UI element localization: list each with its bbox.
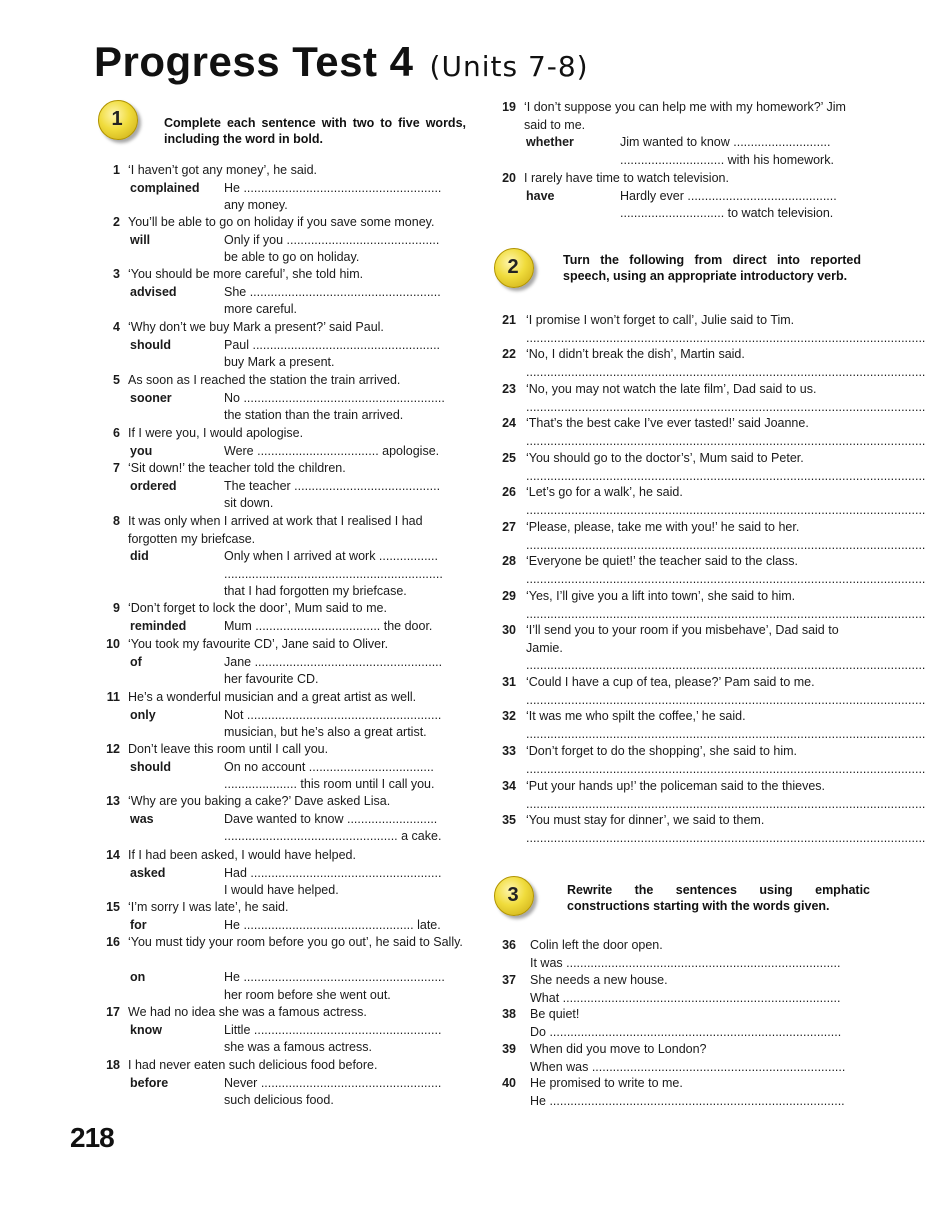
answer-line: ................................................................................................................... — [526, 537, 926, 552]
question-stem: ‘Put your hands up!’ the policeman said to the thieves. — [526, 779, 826, 793]
answer-line: ................................................................................................................... — [526, 830, 926, 845]
answer-line: Were ................................... apologise. — [224, 443, 440, 458]
question-stem: ‘That’s the best cake I’ve ever tasted!’ said Joanne. — [526, 416, 809, 430]
answer-line: ................................................................................................................... — [526, 399, 926, 414]
question-number: 2 — [113, 215, 120, 229]
question-number: 12 — [106, 742, 120, 756]
answer-line: On no account .................................... — [224, 759, 434, 774]
answer-line: ................................................................................................................... — [526, 796, 926, 811]
question-stem: He promised to write to me. — [530, 1076, 683, 1090]
question-number: 21 — [502, 313, 516, 327]
key-word: asked — [130, 865, 166, 880]
key-word: know — [130, 1022, 162, 1037]
answer-line: her favourite CD. — [224, 672, 319, 686]
answer-line: buy Mark a present. — [224, 355, 335, 369]
answer-line: ................................................................................................................... — [526, 692, 926, 707]
task-number: 3 — [507, 884, 519, 906]
question-number: 37 — [502, 973, 516, 987]
answer-line: ................................................................................................................... — [526, 571, 926, 586]
question-stem: When did you move to London? — [530, 1042, 707, 1056]
question-stem: ‘Let’s go for a walk’, he said. — [526, 485, 683, 499]
question-number: 11 — [106, 690, 120, 704]
question-number: 33 — [502, 744, 516, 758]
question-stem: ‘You must stay for dinner’, we said to them. — [526, 813, 765, 827]
question-number: 30 — [502, 623, 516, 637]
question-stem: As soon as I reached the station the train arrived. — [128, 373, 401, 387]
answer-line: He ..................................................................................... — [530, 1093, 845, 1108]
answer-line: sit down. — [224, 496, 274, 510]
answer-line: Paul ...................................................... — [224, 337, 441, 352]
key-word: should — [130, 759, 171, 774]
question-stem: I had never eaten such delicious food before. — [128, 1058, 378, 1072]
question-stem: I rarely have time to watch television. — [524, 171, 729, 185]
question-stem: ‘You must tidy your room before you go out’, he said to Sally. — [128, 935, 463, 949]
question-number: 35 — [502, 813, 516, 827]
answer-line: No .......................................................... — [224, 390, 445, 405]
task-number: 2 — [507, 256, 519, 278]
question-stem: ‘Sit down!’ the teacher told the children. — [128, 461, 346, 475]
question-stem: ‘Why don’t we buy Mark a present?’ said Paul. — [128, 320, 384, 334]
question-stem: ‘I don’t suppose you can help me with my homework?’ Jim said to me. — [524, 100, 846, 132]
question-stem: ‘Could I have a cup of tea, please?’ Pam said to me. — [526, 675, 815, 689]
answer-line: she was a famous actress. — [224, 1040, 372, 1054]
task-instruction: Turn the following from direct into reported speech, using an appropriate introductory verb. — [563, 253, 861, 283]
question-number: 40 — [502, 1076, 516, 1090]
answer-line: the station than the train arrived. — [224, 408, 404, 422]
answer-line: It was ............................................................................... — [530, 955, 841, 970]
key-word: reminded — [130, 618, 187, 633]
question-number: 27 — [502, 520, 516, 534]
question-stem: ‘No, you may not watch the late film’, Dad said to us. — [526, 382, 817, 396]
answer-line: ................................................................................................................... — [526, 606, 926, 621]
answer-line: Hardly ever ........................................... — [620, 188, 837, 203]
question-number: 9 — [113, 601, 120, 615]
question-number: 31 — [502, 675, 516, 689]
key-word: on — [130, 970, 146, 984]
key-word: have — [526, 188, 555, 203]
answer-line: She ....................................................... — [224, 284, 441, 299]
answer-line: ................................................................................................................... — [526, 502, 926, 517]
answer-line: Little ...................................................... — [224, 1022, 442, 1037]
question-stem: It was only when I arrived at work that I realised I had forgotten my briefcase. — [128, 514, 423, 546]
answer-line: He ................................................. late. — [224, 917, 441, 932]
task-2-header — [494, 248, 870, 308]
answer-line: more careful. — [224, 302, 297, 316]
key-word: advised — [130, 284, 177, 299]
units-label: (Units 7-8) — [429, 50, 589, 83]
answer-line: musician, but he’s also a great artist. — [224, 725, 427, 739]
answer-line: ................................................................................................................... — [526, 364, 926, 379]
answer-line: Jane ...................................................... — [224, 654, 443, 669]
answer-line: ................................................................................................................... — [526, 658, 926, 672]
answer-line: any money. — [224, 198, 288, 212]
question-number: 6 — [113, 426, 120, 440]
question-number: 34 — [502, 779, 516, 793]
question-number: 8 — [113, 514, 120, 528]
question-stem: ‘No, I didn’t break the dish’, Martin said. — [526, 347, 745, 361]
question-stem: ‘You should be more careful’, she told him. — [128, 267, 364, 281]
answer-line: Only if you ............................................ — [224, 232, 440, 247]
answer-line: Jim wanted to know ............................ — [620, 135, 831, 149]
key-word: complained — [130, 180, 200, 195]
question-stem: He’s a wonderful musician and a great artist as well. — [128, 690, 417, 704]
question-stem: ‘I haven’t got any money’, he said. — [128, 163, 318, 177]
answer-line: her room before she went out. — [224, 987, 391, 1002]
question-stem: ‘It was me who spilt the coffee,’ he said. — [526, 709, 746, 723]
question-number: 39 — [502, 1042, 516, 1056]
question-stem: We had no idea she was a famous actress. — [128, 1005, 367, 1019]
question-number: 28 — [502, 554, 516, 568]
answer-line: Dave wanted to know .......................... — [224, 811, 438, 826]
task-number-badge — [494, 876, 544, 920]
question-number: 1 — [113, 163, 120, 177]
task-number-badge — [98, 100, 148, 144]
key-word: whether — [526, 135, 574, 149]
key-word: only — [130, 707, 156, 722]
answer-line: Not ........................................................ — [224, 707, 442, 722]
answer-line: ................................................................................................................... — [526, 726, 926, 741]
question-number: 16 — [106, 935, 120, 949]
task-instruction: Rewrite the sentences using emphatic constructions starting with the words given. — [567, 883, 870, 913]
question-number: 38 — [502, 1007, 516, 1021]
question-stem: ‘Everyone be quiet!’ the teacher said to the class. — [526, 554, 798, 568]
answer-line: Mum .................................... the door. — [224, 618, 433, 633]
question-number: 15 — [106, 900, 120, 914]
question-stem: ‘Why are you baking a cake?’ Dave asked Lisa. — [128, 794, 391, 808]
question-number: 24 — [502, 416, 516, 430]
page-number: 218 — [70, 1122, 114, 1153]
key-word: for — [130, 917, 147, 932]
answer-line: such delicious food. — [224, 1093, 334, 1107]
question-stem: ‘You took my favourite CD’, Jane said to Oliver. — [128, 637, 389, 651]
key-word: you — [130, 443, 153, 458]
question-number: 5 — [113, 373, 120, 387]
key-word: should — [130, 337, 171, 352]
question-number: 18 — [106, 1058, 120, 1072]
key-word: ordered — [130, 478, 177, 493]
question-number: 17 — [106, 1005, 120, 1019]
answer-line: ..................... this room until I call you. — [224, 777, 435, 791]
question-stem: ‘I’m sorry I was late’, he said. — [128, 900, 289, 914]
answer-line: ................................................................................................................... — [526, 761, 926, 776]
key-word: of — [130, 654, 142, 669]
question-stem: You’ll be able to go on holiday if you save some money. — [128, 215, 435, 229]
question-number: 36 — [502, 938, 516, 952]
question-stem: If I had been asked, I would have helped. — [128, 848, 356, 862]
question-number: 22 — [502, 347, 516, 361]
question-number: 7 — [113, 461, 120, 475]
question-number: 4 — [113, 320, 120, 334]
question-stem: Be quiet! — [530, 1007, 580, 1021]
answer-line: Do .................................................................................... — [530, 1024, 842, 1039]
answer-line: Had ....................................................... — [224, 865, 442, 880]
answer-line: The teacher .......................................... — [224, 478, 441, 493]
key-word: sooner — [130, 390, 172, 405]
question-stem: ‘You should go to the doctor’s’, Mum said to Peter. — [526, 451, 804, 465]
task-number-badge — [494, 248, 544, 292]
question-number: 25 — [502, 451, 516, 465]
question-number: 10 — [106, 637, 120, 651]
answer-line: be able to go on holiday. — [224, 250, 360, 264]
key-word: was — [130, 811, 154, 826]
answer-line: Only when I arrived at work ................. — [224, 549, 438, 563]
task-1-header — [98, 100, 474, 160]
question-number: 29 — [502, 589, 516, 603]
question-stem: Don’t leave this room until I call you. — [128, 742, 329, 756]
question-stem: If I were you, I would apologise. — [128, 426, 304, 440]
question-stem: Colin left the door open. — [530, 938, 663, 952]
test-title: Progress Test 4 — [94, 38, 414, 85]
answer-line: ................................................................................................................... — [526, 468, 926, 483]
question-number: 13 — [106, 794, 120, 808]
question-number: 19 — [502, 100, 516, 114]
question-stem: ‘Don’t forget to do the shopping’, she said to him. — [526, 744, 797, 758]
answer-line: I would have helped. — [224, 883, 339, 897]
key-word: did — [130, 549, 149, 563]
question-number: 3 — [113, 267, 120, 281]
question-stem: ‘Please, please, take me with you!’ he said to her. — [526, 520, 800, 534]
answer-line: ................................................................................................................... — [526, 433, 926, 448]
answer-line: Never .................................................... — [224, 1075, 442, 1090]
question-stem: ‘Don’t forget to lock the door’, Mum said to me. — [128, 601, 387, 615]
question-number: 23 — [502, 382, 516, 396]
task-3-header — [494, 876, 870, 936]
question-stem: ‘I promise I won’t forget to call’, Julie said to Tim. — [526, 313, 795, 327]
answer-line: He ......................................................... — [224, 180, 442, 195]
answer-line: .............................. with his homework. — [620, 152, 834, 167]
question-stem: ‘Yes, I’ll give you a lift into town’, she said to him. — [526, 589, 796, 603]
question-stem: ‘I’ll send you to your room if you misbehave’, Dad said to Jamie. — [526, 623, 839, 655]
key-word: will — [130, 232, 151, 247]
answer-line: What ................................................................................ — [530, 990, 841, 1005]
answer-line: .............................. to watch television. — [620, 206, 834, 220]
answer-line: ................................................................................................................... — [526, 330, 926, 345]
key-word: before — [130, 1075, 169, 1090]
answer-line: ............................................................... — [224, 566, 443, 581]
task-instruction: Complete each sentence with two to five words, including the word in bold. — [164, 116, 466, 146]
page-title — [94, 38, 589, 86]
question-number: 32 — [502, 709, 516, 723]
question-number: 14 — [106, 848, 120, 862]
question-stem: She needs a new house. — [530, 973, 668, 987]
question-number: 26 — [502, 485, 516, 499]
task-number: 1 — [111, 108, 123, 130]
answer-line: He .......................................................... — [224, 970, 445, 984]
answer-line: When was ......................................................................... — [530, 1059, 846, 1074]
answer-line: that I had forgotten my briefcase. — [224, 584, 407, 598]
answer-line: .................................................. a cake. — [224, 829, 442, 843]
question-number: 20 — [502, 171, 516, 185]
